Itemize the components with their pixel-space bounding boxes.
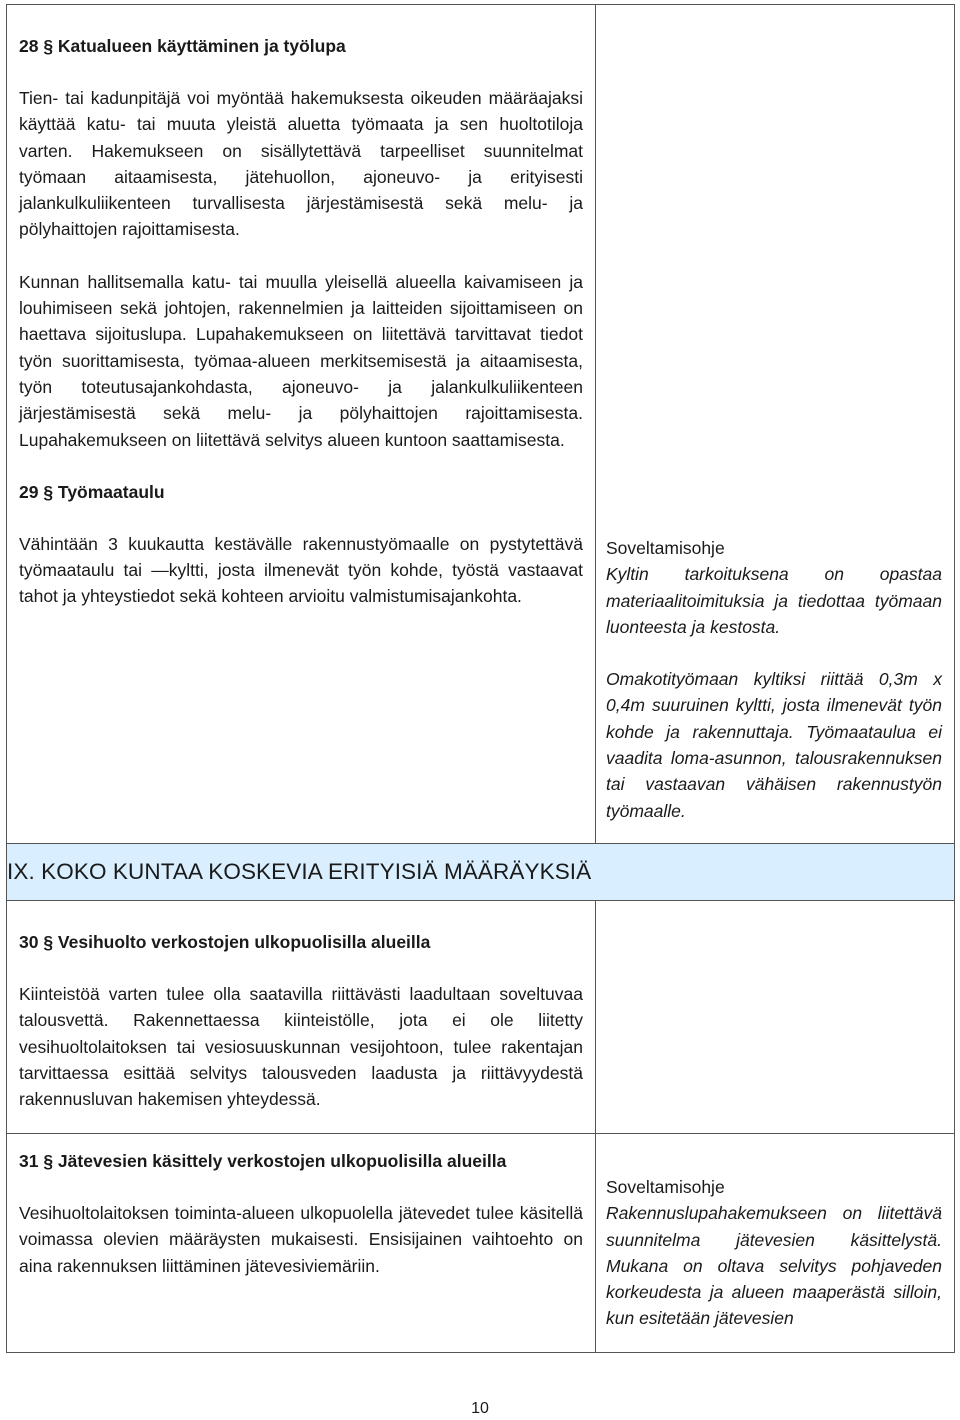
section-28-paragraph-2: Kunnan hallitsemalla katu- tai muulla yleisellä alueella kaivamiseen ja louhimiseen sekä johtojen, rakennelmien ja laitteiden sijoittamiseen on haettava sijoituslupa. Lupahakemukseen on liitettävä tarvittavat tiedot työn suorittamisesta, työmaa-alueen merkitsemisestä ja aitaamisesta, työn toteutusajankohdasta, ajoneuvo- ja jalankulkuliikenteen järjestämisestä sekä melu- ja pölyhaittojen rajoittamisesta. Lupahakemukseen on liitettävä selvitys alueen kuntoon saattamisesta. — [19, 271, 583, 450]
section-30-paragraph-1: Kiinteistöä varten tulee olla saatavilla riittävästi laadultaan soveltuvaa talousvettä. Rakennettaessa kiinteistölle, jota ei ole liitetty vesihuoltolaitoksen tai vesiosuuskunnan vesijohtoon, tulee rakentajan tarvittaessa esittää selvitys talousveden laadusta ja riittävyydestä rakennusluvan hakemisen yhteydessä. — [19, 984, 583, 1110]
left-column-cell — [7, 1134, 596, 1353]
regulation-table — [6, 4, 955, 1353]
section-29-guide-paragraph-1: Kyltin tarkoituksena on opastaa materiaalitoimituksia ja tiedottaa työmaan luonteesta ja kestosta. — [606, 564, 942, 637]
section-30-title: 30 § Vesihuolto verkostojen ulkopuolisilla alueilla — [19, 932, 431, 952]
right-column-cell — [596, 901, 955, 1134]
section-31-paragraph-1: Vesihuoltolaitoksen toiminta-alueen ulkopuolella jätevedet tulee käsitellä voimassa olevien määräysten mukaisesti. Ensisijainen vaihtoehto on aina rakennuksen liittäminen jätevesiviemäriin. — [19, 1203, 583, 1276]
page-number: 10 — [471, 1400, 489, 1417]
section-29-title: 29 § Työmaataulu — [19, 481, 165, 502]
section-31-title: 31 § Jätevesien käsittely verkostojen ulkopuolisilla alueilla — [19, 1151, 507, 1171]
table-row-section-31 — [7, 1134, 955, 1353]
right-column-cell — [596, 5, 955, 844]
section-28-title: 28 § Katualueen käyttäminen ja työlupa — [19, 36, 346, 56]
section-28-paragraph-1: Tien- tai kadunpitäjä voi myöntää hakemuksesta oikeuden määräajaksi käyttää katu- tai muuta yleistä aluetta työmaata ja sen huoltotiloja varten. Hakemukseen on sisällytettävä tarpeelliset suunnitelmat työmaan aitaamisesta, jätehuollon, ajoneuvo- ja erityisesti jalankulkuliikenteen turvallisesta järjestämisestä sekä melu- ja pölyhaittojen rajoittamisesta. — [19, 88, 583, 240]
section-29-paragraph-1: Vähintään 3 kuukautta kestävälle rakennustyömaalle on pystytettävä työmaataulu tai —kyltti, josta ilmenevät työn kohde, työstä vastaavat tahot ja yhteystiedot sekä kohteen arvioitu valmistumisajankohta. — [19, 533, 583, 607]
section-29-guide-title: Soveltamisohje — [606, 538, 725, 558]
right-column-cell — [596, 1134, 955, 1353]
section-31-guide-paragraph-1: Rakennuslupahakemukseen on liitettävä suunnitelma jätevesien käsittelystä. Mukana on oltava selvitys pohjaveden korkeudesta ja alueen maaperästä silloin, kun esitetään jätevesien — [606, 1203, 942, 1329]
section-29-guide-paragraph-2: Omakotityömaan kyltiksi riittää 0,3m x 0,4m suuruinen kyltti, josta ilmenevät työn kohde ja rakennuttaja. Työmaataulua ei vaadita loma-asunnon, talousrakennuksen tai vastaavan vähäisen rakennustyön työmaalle. — [606, 669, 942, 821]
section-31-guide-title: Soveltamisohje — [606, 1177, 725, 1197]
chapter-heading-cell — [7, 844, 955, 901]
table-row-chapter-heading — [7, 844, 955, 901]
table-row-sections-28-29 — [7, 5, 955, 844]
table-row-section-30 — [7, 901, 955, 1134]
chapter-title: IX. KOKO KUNTAA KOSKEVIA ERITYISIÄ MÄÄRÄYKSIÄ — [7, 859, 592, 884]
left-column-cell — [7, 5, 596, 844]
left-column-cell — [7, 901, 596, 1134]
